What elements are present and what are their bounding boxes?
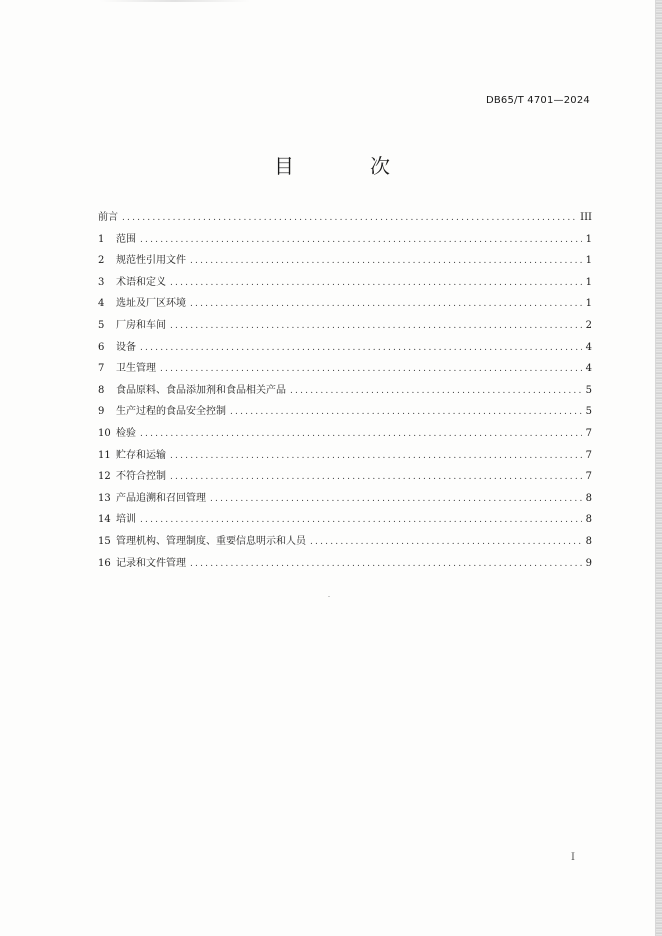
toc-entry[interactable] — [98, 358, 592, 380]
toc-entry-page: 7 — [585, 427, 592, 439]
toc-entry[interactable] — [98, 531, 592, 553]
toc-entry-number: 4 — [98, 298, 105, 310]
toc-entry-page: 4 — [585, 363, 592, 375]
toc-leader-dots — [140, 230, 582, 252]
page-number: I — [571, 852, 575, 863]
toc-entry-number: 11 — [98, 449, 111, 461]
toc-entry[interactable] — [98, 466, 592, 488]
toc-entry-label: 产品追溯和召回管理 — [116, 492, 206, 504]
toc-entry-page: 5 — [585, 406, 592, 418]
toc-leader-dots — [140, 510, 582, 532]
toc-entry-page: 8 — [585, 535, 592, 547]
toc-leader-dots — [170, 446, 582, 468]
toc-entry-page: 1 — [585, 276, 592, 288]
toc-entry-label: 记录和文件管理 — [116, 557, 186, 569]
toc-leader-dots — [190, 554, 582, 576]
toc-leader-dots — [310, 532, 582, 554]
toc-entry-page: 8 — [585, 492, 592, 504]
toc-title: 目 次 — [274, 154, 418, 178]
toc-leader-dots — [290, 381, 582, 403]
toc-entry-label: 贮存和运输 — [116, 449, 166, 461]
toc-entry[interactable] — [98, 401, 592, 423]
toc-entry[interactable] — [98, 423, 592, 445]
toc-entry-number: 13 — [98, 492, 111, 504]
toc-entry-label: 生产过程的食品安全控制 — [116, 406, 226, 418]
toc-entry[interactable] — [98, 315, 592, 337]
toc-leader-dots — [170, 273, 582, 295]
toc-leader-dots — [122, 208, 576, 230]
toc-entry-number: 6 — [98, 341, 105, 353]
toc-entry-number: 15 — [98, 535, 111, 547]
toc-entry-number: 2 — [98, 255, 105, 267]
toc-entry-page: 8 — [585, 514, 592, 526]
toc-entry-page: III — [580, 212, 592, 223]
toc-entry-page: 7 — [585, 449, 592, 461]
toc-leader-dots — [140, 424, 582, 446]
toc-entry-page: 1 — [585, 298, 592, 310]
toc-entry-page: 1 — [585, 255, 592, 267]
document-code: DB65/T 4701—2024 — [485, 95, 590, 106]
toc-entry[interactable] — [98, 272, 592, 294]
toc-entry-label: 术语和定义 — [116, 276, 166, 288]
toc-entry[interactable] — [98, 445, 592, 467]
toc-leader-dots — [170, 316, 582, 338]
toc-entry-page: 1 — [585, 233, 592, 245]
toc-entry-number: 9 — [98, 406, 105, 418]
table-of-contents — [98, 207, 592, 574]
toc-entry-number: 16 — [98, 557, 111, 569]
toc-entry-page: 5 — [585, 384, 592, 396]
toc-entry[interactable] — [98, 488, 592, 510]
scan-edge — [656, 0, 662, 936]
toc-entry[interactable] — [98, 229, 592, 251]
toc-entry[interactable] — [98, 380, 592, 402]
toc-leader-dots — [160, 359, 582, 381]
toc-entry-page: 2 — [585, 319, 592, 331]
toc-entry-label: 规范性引用文件 — [116, 255, 186, 267]
toc-entry-number: 3 — [98, 276, 105, 288]
toc-entry-label: 检验 — [116, 427, 136, 439]
toc-entry-number: 1 — [98, 233, 105, 245]
toc-entry-label: 管理机构、管理制度、重要信息明示和人员 — [116, 535, 306, 547]
toc-entry-label: 卫生管理 — [116, 363, 156, 375]
toc-entry-page: 4 — [585, 341, 592, 353]
toc-entry[interactable] — [98, 250, 592, 272]
toc-entry-number: 14 — [98, 514, 111, 526]
toc-leader-dots — [230, 402, 582, 424]
toc-entry-number: 8 — [98, 384, 105, 396]
scan-speck — [328, 596, 330, 597]
toc-entry-label: 培训 — [116, 514, 136, 526]
toc-entry-label: 选址及厂区环境 — [116, 298, 186, 310]
toc-leader-dots — [210, 489, 582, 511]
toc-entry-number: 10 — [98, 427, 111, 439]
toc-leader-dots — [140, 338, 582, 360]
toc-entry-number: 5 — [98, 319, 105, 331]
scan-artifact — [100, 0, 250, 2]
toc-entry-label: 厂房和车间 — [116, 319, 166, 331]
toc-entry[interactable] — [98, 293, 592, 315]
toc-entry-page: 9 — [585, 557, 592, 569]
toc-entry-number: 12 — [98, 471, 111, 483]
toc-entry-label: 食品原料、食品添加剂和食品相关产品 — [116, 384, 286, 396]
toc-entry-label: 设备 — [116, 341, 136, 353]
toc-entry-label: 前言 — [98, 212, 118, 223]
toc-leader-dots — [170, 467, 582, 489]
toc-entry[interactable] — [98, 509, 592, 531]
toc-leader-dots — [190, 294, 582, 316]
toc-entry[interactable] — [98, 207, 592, 229]
toc-entry-page: 7 — [585, 471, 592, 483]
toc-entry-label: 不符合控制 — [116, 471, 166, 483]
toc-entry[interactable] — [98, 553, 592, 575]
toc-entry-label: 范围 — [116, 233, 136, 245]
toc-leader-dots — [190, 251, 582, 273]
toc-entry[interactable] — [98, 337, 592, 359]
toc-entry-number: 7 — [98, 363, 105, 375]
